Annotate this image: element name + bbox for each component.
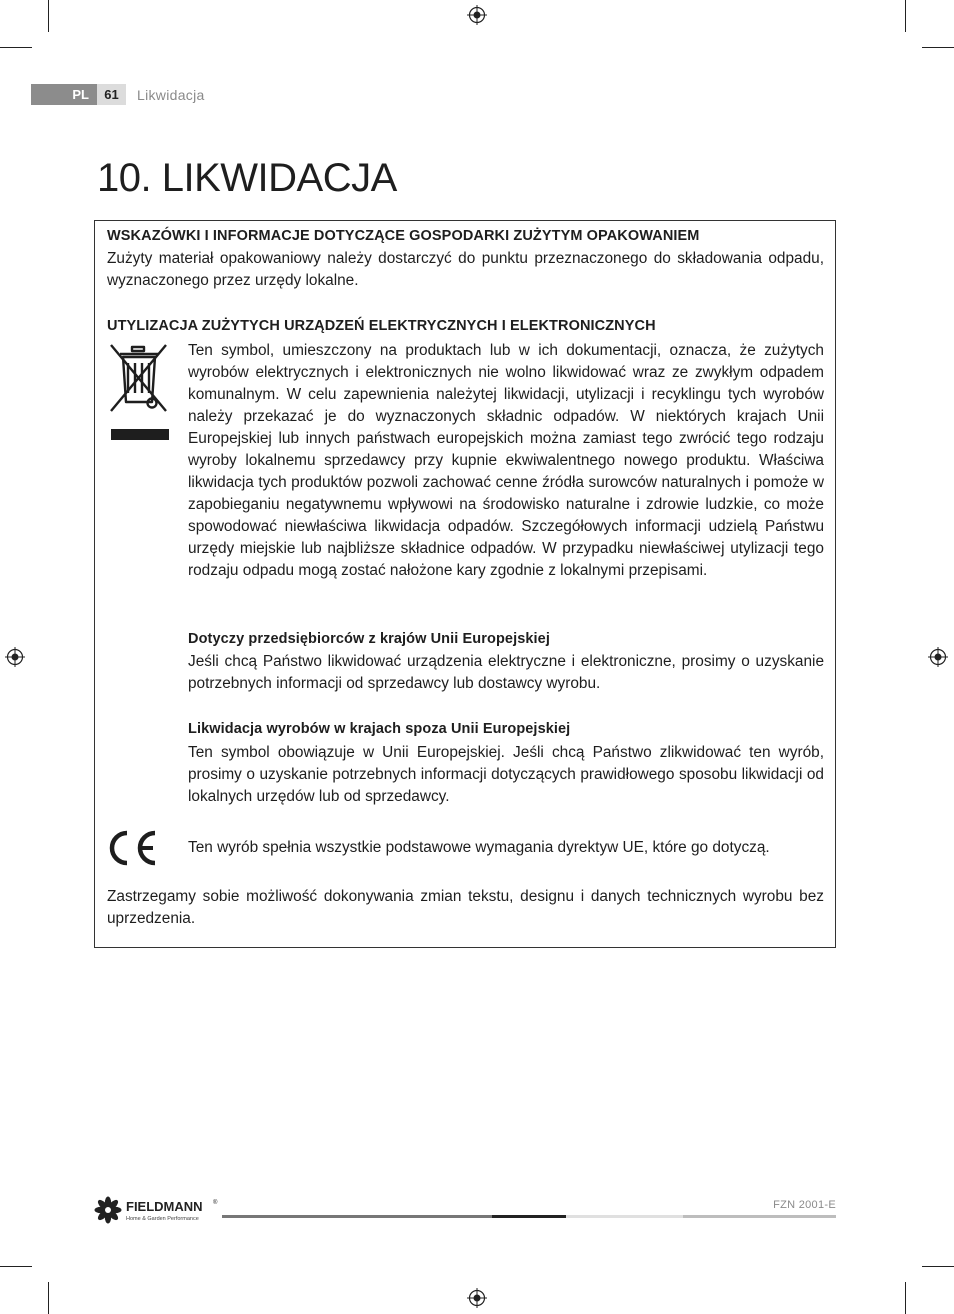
crop-mark <box>922 1266 954 1267</box>
electronics-heading: UTYLIZACJA ZUŻYTYCH URZĄDZEŃ ELEKTRYCZNYCH I ELEKTRONICZNYCH <box>107 318 656 334</box>
crop-mark <box>922 47 954 48</box>
ce-mark-icon <box>107 830 157 866</box>
registration-mark-icon <box>5 647 25 667</box>
footer-rule <box>683 1215 836 1218</box>
footer-rule <box>492 1215 566 1218</box>
fieldmann-logo <box>94 1196 220 1224</box>
registration-mark-icon <box>467 1288 487 1308</box>
business-text: Jeśli chcą Państwo likwidować urządzenia elektryczne i elektroniczne, prosimy o uzyskanie potrzebnych informacji od sprzedawcy lub dostawcy wyrobu. <box>188 653 824 692</box>
registration-mark-icon <box>928 647 948 667</box>
footer-rule <box>566 1215 683 1218</box>
chapter-title: 10. LIKWIDACJA <box>97 156 397 200</box>
registration-mark-icon <box>467 5 487 25</box>
crop-mark <box>0 47 32 48</box>
brand-trademark: ® <box>213 1200 218 1206</box>
crop-mark <box>48 1282 49 1314</box>
brand-name: FIELDMANN <box>126 1199 203 1214</box>
electronics-text: Ten symbol, umieszczony na produktach lub w ich dokumentacji, oznacza, że zużytych wyrobów elektrycznych i elektronicznych nie wolno likwidować wraz ze zwykłym odpadem komunalnym. W celu zapewnienia należytej likwidacji, utylizacji i recyklingu tych wyrobów należy przekazać je do wyznaczonych składnic odpadów. W niektórych krajach Unii Europejskiej lub innych państwach europejskich można zamiast tego zwrócić tego rodzaju wyroby lokalnemu sprzedawcy przy kupnie ekwiwalentnego nowego produktu. Właściwa likwidacja tych produktów pozwoli zachować cenne źródła surowców naturalnych i pomoże w zapobieganiu negatywnemu wpływowi na środowisko naturalne i zdrowie ludzkie, co może spowodować niewłaściwa likwidacja odpadów. Szczegółowych informacji udzielą Państwu urzędy miejskie lub najbliższe składnice odpadów. W przypadku niewłaściwej utylizacji tego rodzaju odpadu mogą zostać nałożone kary zgodnie z lokalnymi przepisami. <box>188 342 824 579</box>
crop-mark <box>905 0 906 32</box>
packaging-text: Zużyty materiał opakowaniowy należy dostarczyć do punktu przeznaczonego do składowania odpadu, wyznaczonego przez urzędy lokalne. <box>107 250 824 289</box>
header-section-name: Likwidacja <box>137 86 205 103</box>
outside-eu-heading: Likwidacja wyrobów w krajach spoza Unii Europejskiej <box>188 721 571 737</box>
fieldmann-flower-icon <box>95 1197 122 1224</box>
crop-mark <box>905 1282 906 1314</box>
model-number: FZN 2001-E <box>773 1199 836 1211</box>
page-number: 61 <box>97 84 126 105</box>
ce-text: Ten wyrób spełnia wszystkie podstawowe wymagania dyrektyw UE, które go dotyczą. <box>188 839 770 856</box>
language-badge: PL <box>31 84 97 105</box>
crop-mark <box>0 1266 32 1267</box>
running-header <box>31 84 205 105</box>
crop-mark <box>48 0 49 32</box>
brand-tagline: Home & Garden Performance <box>126 1216 199 1222</box>
disclaimer-text: Zastrzegamy sobie możliwość dokonywania zmian tekstu, designu i danych technicznych wyrobu bez uprzedzenia. <box>107 888 824 927</box>
business-heading: Dotyczy przedsiębiorców z krajów Unii Europejskiej <box>188 631 550 647</box>
crossed-out-wheelie-bin-icon <box>107 341 170 441</box>
packaging-heading: WSKAZÓWKI I INFORMACJE DOTYCZĄCE GOSPODARKI ZUŻYTYM OPAKOWANIEM <box>107 228 700 244</box>
footer-rule <box>222 1215 492 1218</box>
outside-eu-text: Ten symbol obowiązuje w Unii Europejskiej. Jeśli chcą Państwo zlikwidować ten wyrób, prosimy o uzyskanie potrzebnych informacji dotyczących prawidłowego sposobu likwidacji od lokalnych urzędów lub od sprzedawcy. <box>188 744 824 805</box>
